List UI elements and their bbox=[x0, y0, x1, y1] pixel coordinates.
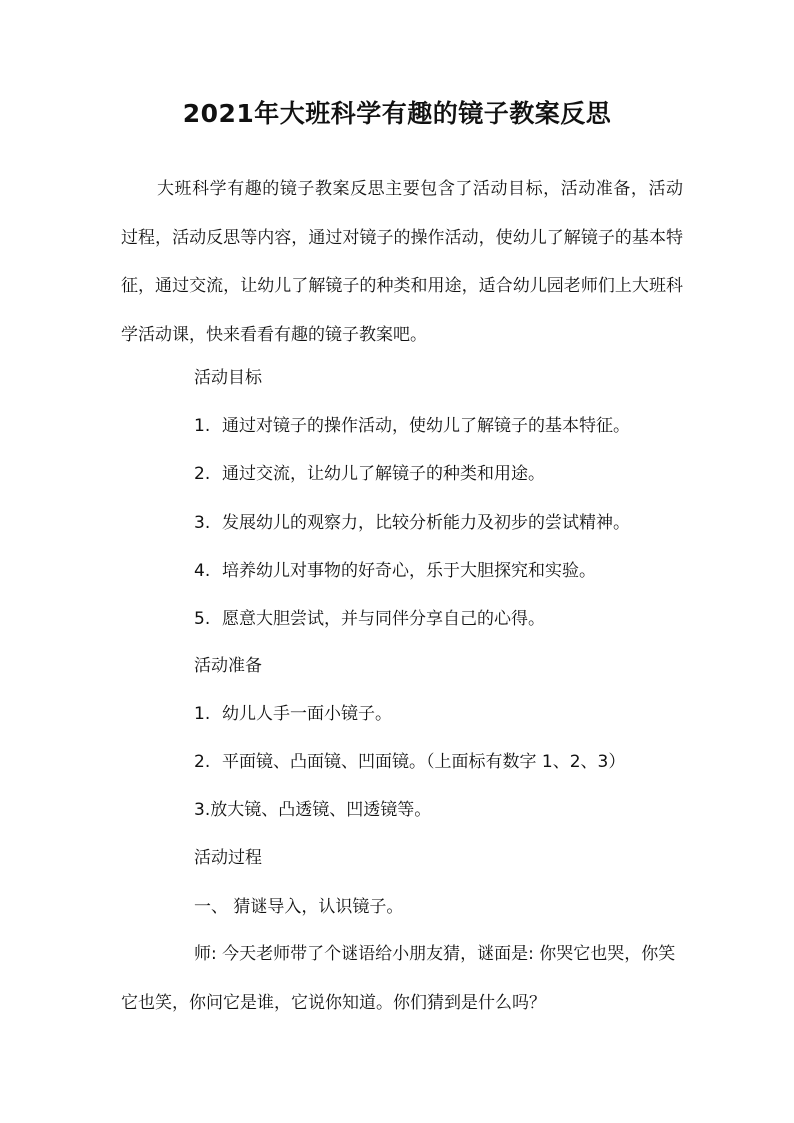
process-heading: 活动过程 bbox=[194, 848, 262, 868]
goal-item-1 bbox=[194, 414, 630, 438]
goal-text: 通过交流，让幼儿了解镜子的种类和用途。 bbox=[222, 464, 545, 484]
dialogue-paragraph: 师: 今天老师带了个谜语给小朋友猜，谜面是: 你哭它也哭，你笑它也笑，你问它是谁，它说你知道。你们猜到是什么吗？ bbox=[121, 944, 676, 1013]
goal-item-3 bbox=[194, 511, 630, 535]
goal-number: 3. bbox=[194, 513, 211, 533]
goal-number: 4. bbox=[194, 561, 211, 581]
prep-item-3 bbox=[194, 798, 431, 822]
goal-text: 愿意大胆尝试，并与同伴分享自己的心得。 bbox=[222, 609, 545, 629]
goal-item-4 bbox=[194, 559, 596, 583]
prep-item-2 bbox=[194, 750, 625, 774]
prep-number: 2. bbox=[194, 752, 211, 772]
prep-item-1 bbox=[194, 702, 392, 726]
goal-text: 通过对镜子的操作活动，使幼儿了解镜子的基本特征。 bbox=[222, 416, 630, 436]
goal-text: 培养幼儿对事物的好奇心，乐于大胆探究和实验。 bbox=[222, 561, 596, 581]
goals-heading: 活动目标 bbox=[194, 368, 262, 388]
goal-item-5 bbox=[194, 607, 545, 631]
prep-text: 平面镜、凸面镜、凹面镜。（上面标有数字 1、2、3） bbox=[222, 752, 626, 772]
prep-text: 幼儿人手一面小镜子。 bbox=[222, 704, 392, 724]
goal-text: 发展幼儿的观察力，比较分析能力及初步的尝试精神。 bbox=[222, 513, 630, 533]
prep-heading: 活动准备 bbox=[194, 656, 262, 676]
goal-number: 5. bbox=[194, 609, 211, 629]
goal-number: 2. bbox=[194, 464, 211, 484]
process-step-1: 一、 猜谜导入，认识镜子。 bbox=[194, 897, 404, 917]
document-title: 2021年大班科学有趣的镜子教案反思 bbox=[182, 99, 612, 128]
goal-number: 1. bbox=[194, 416, 211, 436]
prep-text: 3.放大镜、凸透镜、凹透镜等。 bbox=[194, 800, 432, 820]
goal-item-2 bbox=[194, 462, 545, 486]
prep-number: 1. bbox=[194, 704, 211, 724]
intro-paragraph: 大班科学有趣的镜子教案反思主要包含了活动目标，活动准备，活动过程，活动反思等内容，通过对镜子的操作活动，使幼儿了解镜子的基本特征，通过交流，让幼儿了解镜子的种类和用途，适合幼儿园老师们上大班科学活动课，快来看看有趣的镜子教案吧。 bbox=[121, 179, 683, 345]
